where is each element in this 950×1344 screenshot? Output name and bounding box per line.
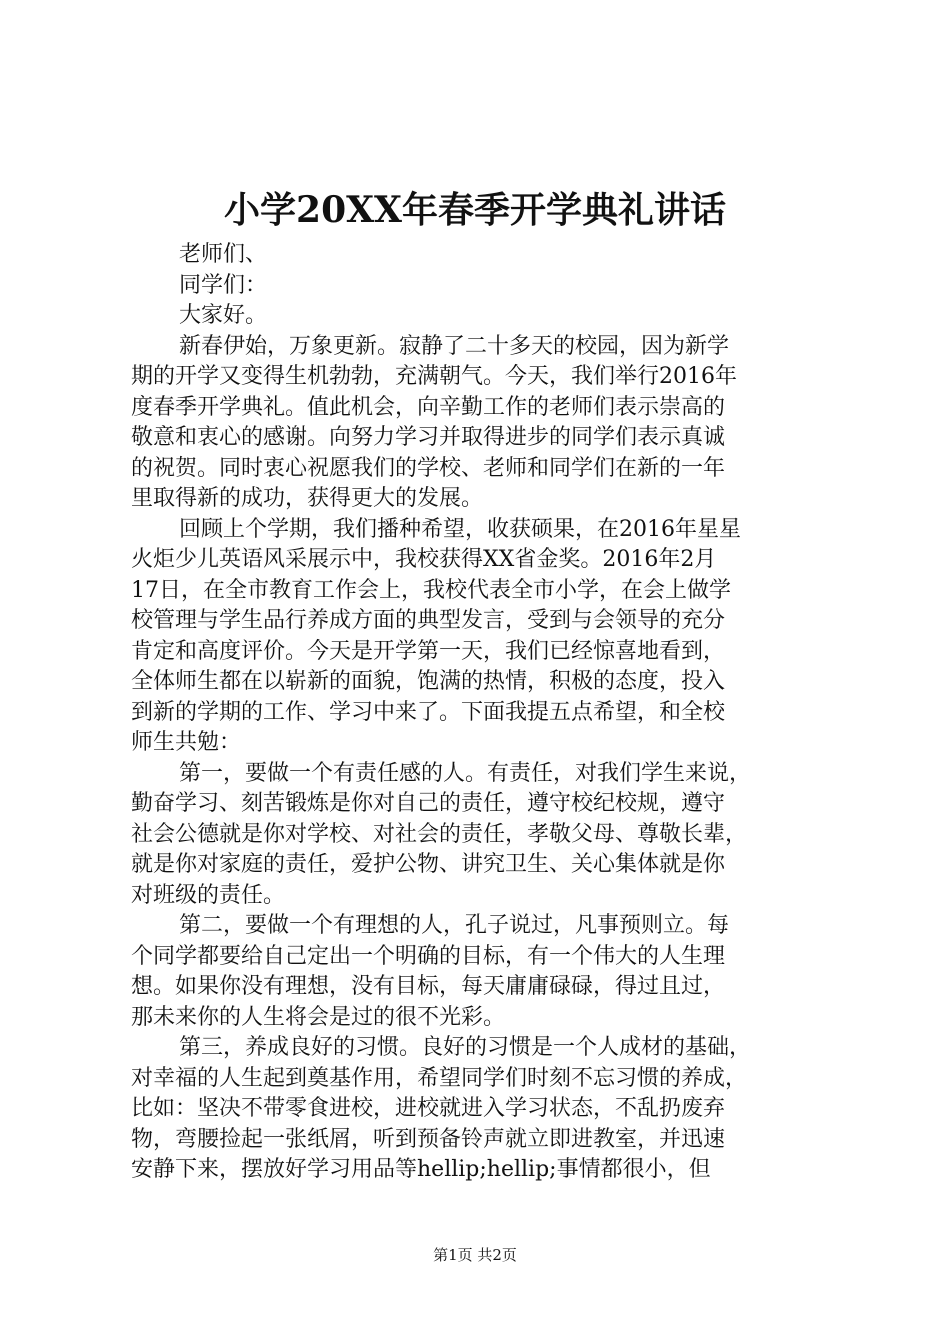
text-line: 安静下来，摆放好学习用品等hellip;hellip;事情都很小，但 [131,1157,711,1182]
text-line: 里取得新的成功，获得更大的发展。 [131,486,484,511]
text-line: 第一，要做一个有责任感的人。有责任，对我们学生来说， [179,760,752,786]
text-line: 回顾上个学期，我们播种希望，收获硕果，在2016年星星 [179,516,741,542]
text-line: 新春伊始，万象更新。寂静了二十多天的校园，因为新学 [179,333,730,359]
text-line: 比如：坚决不带零食进校，进校就进入学习状态，不乱扔废弃 [131,1096,726,1121]
text-line: 物，弯腰捡起一张纸屑，听到预备铃声就立即进教室，并迅速 [131,1126,726,1152]
text-line: 社会公德就是你对学校、对社会的责任，孝敬父母、尊敬长辈， [131,821,748,847]
text-line: 老师们、 [179,242,268,267]
text-line: 肯定和高度评价。今天是开学第一天，我们已经惊喜地看到， [131,638,726,664]
text-line: 大家好。 [179,303,268,328]
text-line: 期的开学又变得生机勃勃，充满朝气。今天，我们举行2016年 [131,364,737,389]
text-line: 到新的学期的工作、学习中来了。下面我提五点希望，和全校 [131,699,726,725]
text-line: 那未来你的人生将会是过的很不光彩。 [131,1004,506,1030]
text-line: 敬意和衷心的感谢。向努力学习并取得进步的同学们表示真诚 [131,425,726,450]
page-footer: 第1页 共2页 [433,1246,517,1264]
document-title: 小学20XX年春季开学典礼讲话 [224,189,726,231]
text-line: 对班级的责任。 [131,882,286,908]
document-body [131,240,831,1186]
text-line: 想。如果你没有理想，没有目标，每天庸庸碌碌，得过且过， [131,974,726,999]
text-line: 全体师生都在以崭新的面貌，饱满的热情，积极的态度，投入 [131,669,726,694]
text-line: 个同学都要给自己定出一个明确的目标，有一个伟大的人生理 [131,943,726,969]
text-line: 勤奋学习、刻苦锻炼是你对自己的责任，遵守校纪校规，遵守 [131,791,726,816]
text-line: 第三，养成良好的习惯。良好的习惯是一个人成材的基础， [179,1035,752,1060]
text-line: 17日，在全市教育工作会上，我校代表全市小学，在会上做学 [131,577,731,603]
text-line: 校管理与学生品行养成方面的典型发言，受到与会领导的充分 [131,608,726,633]
text-line: 就是你对家庭的责任，爱护公物、讲究卫生、关心集体就是你 [131,852,726,877]
text-line: 的祝贺。同时衷心祝愿我们的学校、老师和同学们在新的一年 [131,455,726,481]
text-line: 对幸福的人生起到奠基作用，希望同学们时刻不忘习惯的养成， [131,1065,748,1091]
text-line: 师生共勉： [131,730,242,755]
text-line: 同学们： [179,272,268,298]
text-line: 度春季开学典礼。值此机会，向辛勤工作的老师们表示崇高的 [131,394,726,420]
text-line: 第二，要做一个有理想的人，孔子说过，凡事预则立。每 [179,913,730,938]
text-line: 火炬少儿英语风采展示中，我校获得XX省金奖。2016年2月 [131,547,717,572]
